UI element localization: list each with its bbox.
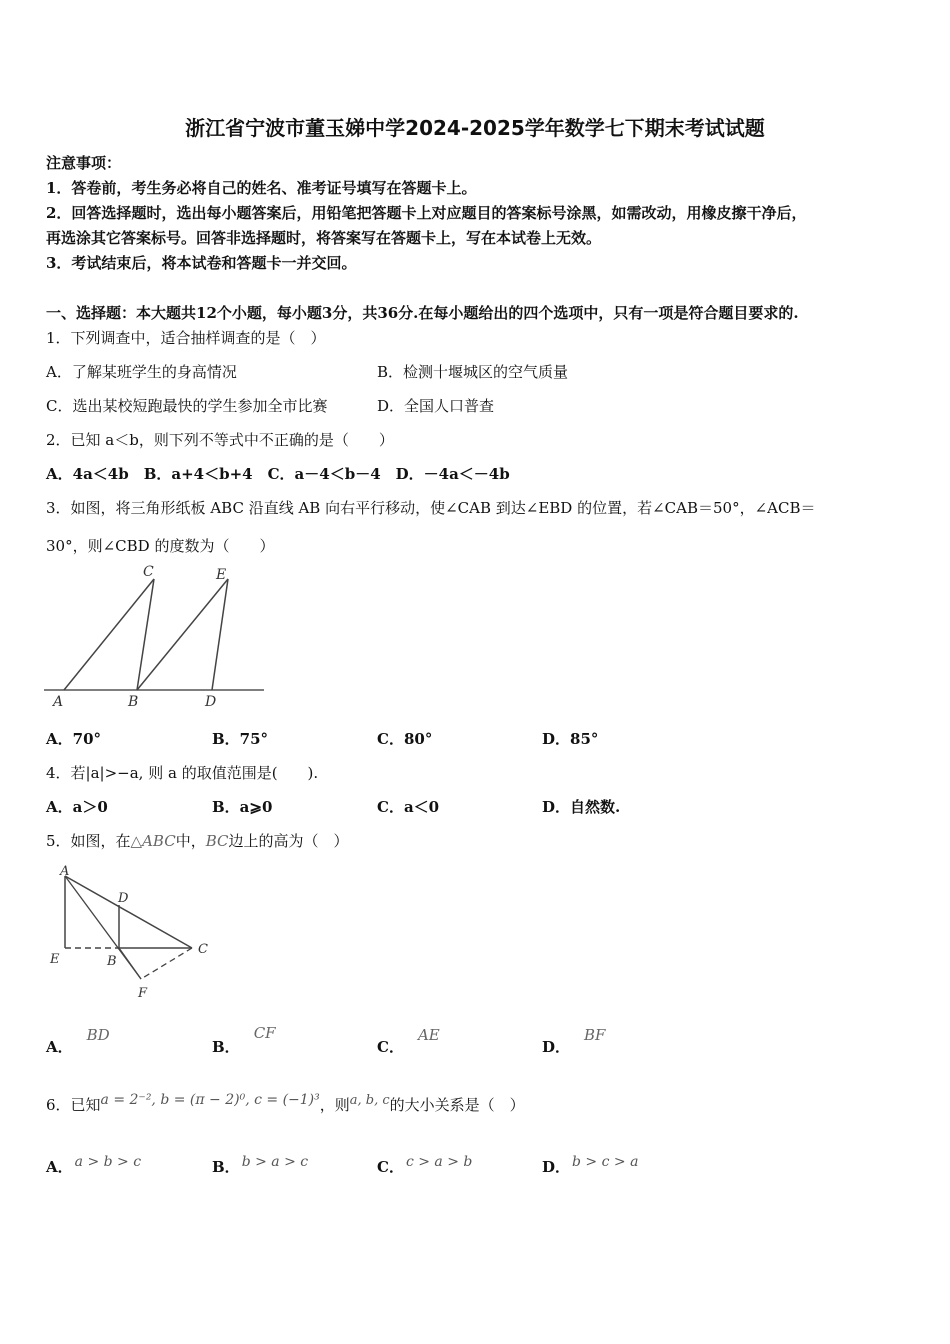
q5-triangle-math: △ABC [130, 832, 176, 850]
q4-option-b: B．a⩾0 [212, 798, 273, 816]
q5-label-d: D [118, 891, 129, 906]
q6-option-d: D． b > c > a [542, 1154, 639, 1176]
notice-item-3: 3．考试结束后，将本试卷和答题卡一并交回。 [46, 254, 357, 272]
q1-option-b: B．检测十堰城区的空气质量 [377, 363, 569, 381]
q3-label-c: C [143, 564, 154, 580]
q5-label-c: C [198, 942, 208, 957]
q6-option-c: C． c > a > b [377, 1154, 473, 1176]
q6-stem: 6．已知a = 2⁻², b = (π − 2)⁰, c = (−1)³，则a, b, c的大小关系是（ ） [46, 1092, 525, 1114]
q5-label-a: A [60, 864, 70, 879]
q5-bc-math: BC [205, 832, 229, 850]
q5-option-b: B．CF [212, 1024, 276, 1056]
page-title: 浙江省宁波市董玉娣中学2024-2025学年数学七下期末考试试题 [185, 116, 765, 140]
q1-option-a: A．了解某班学生的身高情况 [46, 363, 237, 381]
q5-stem: 5．如图，在△ABC中，BC边上的高为（ ） [46, 832, 349, 850]
q2-options: A．4a＜4b B．a+4＜b+4 C．a－4＜b－4 D．－4a＜－4b [46, 465, 510, 483]
q1-option-c: C．选出某校短跑最快的学生参加全市比赛 [46, 397, 328, 415]
q5-option-c: C．AE [377, 1026, 440, 1056]
q4-option-c: C．a＜0 [377, 798, 440, 816]
notice-item-2: 2．回答选择题时，选出每小题答案后，用铅笔把答题卡上对应题目的答案标号涂黑，如需改动，用橡皮擦干净后， [46, 204, 807, 222]
q5-label-f: F [138, 986, 148, 1001]
q3-label-a: A [53, 694, 64, 710]
notice-item-1: 1．答卷前，考生务必将自己的姓名、准考证号填写在答题卡上。 [46, 179, 477, 197]
section-heading: 一、选择题：本大题共12个小题，每小题3分，共36分.在每小题给出的四个选项中，只有一项是符合题目要求的. [46, 304, 799, 322]
q6-option-b: B． b > a > c [212, 1154, 309, 1176]
q3-option-a: A．70° [46, 730, 102, 748]
q4-option-a: A．a＞0 [46, 798, 108, 816]
q3-stem-line1: 3．如图，将三角形纸板 ABC 沿直线 AB 向右平行移动，使∠CAB 到达∠EBD 的位置，若∠CAB＝50°，∠ACB＝ [46, 499, 816, 517]
q1-option-d: D．全国人口普查 [377, 397, 495, 415]
q3-option-c: C．80° [377, 730, 433, 748]
q5-label-e: E [50, 952, 60, 967]
q3-figure [44, 562, 266, 712]
q3-stem-line2: 30°，则∠CBD 的度数为（ ） [46, 537, 275, 555]
q5-option-a: A．BD [46, 1026, 110, 1056]
q3-option-d: D．85° [542, 730, 599, 748]
q3-label-d: D [205, 694, 217, 710]
q4-option-d: D．自然数. [542, 798, 621, 816]
q5-label-b: B [107, 954, 117, 969]
q6-given-math: a = 2⁻², b = (π − 2)⁰, c = (−1)³ [100, 1092, 320, 1108]
q2-stem: 2．已知 a＜b，则下列不等式中不正确的是（ ） [46, 431, 394, 449]
q6-option-a: A． a > b > c [46, 1154, 142, 1176]
q6-abc-math: a, b, c [349, 1093, 390, 1108]
notice-heading: 注意事项： [46, 154, 122, 172]
q5-option-d: D．BF [542, 1026, 606, 1056]
q5-figure [46, 862, 218, 1004]
q3-option-b: B．75° [212, 730, 269, 748]
q1-stem: 1．下列调查中，适合抽样调查的是（ ） [46, 329, 326, 347]
q4-stem: 4．若|a|>−a, 则 a 的取值范围是( ). [46, 764, 319, 782]
q3-label-e: E [216, 567, 227, 583]
q3-label-b: B [128, 694, 139, 710]
notice-item-2-cont: 再选涂其它答案标号。回答非选择题时，将答案写在答题卡上，写在本试卷上无效。 [46, 229, 602, 247]
